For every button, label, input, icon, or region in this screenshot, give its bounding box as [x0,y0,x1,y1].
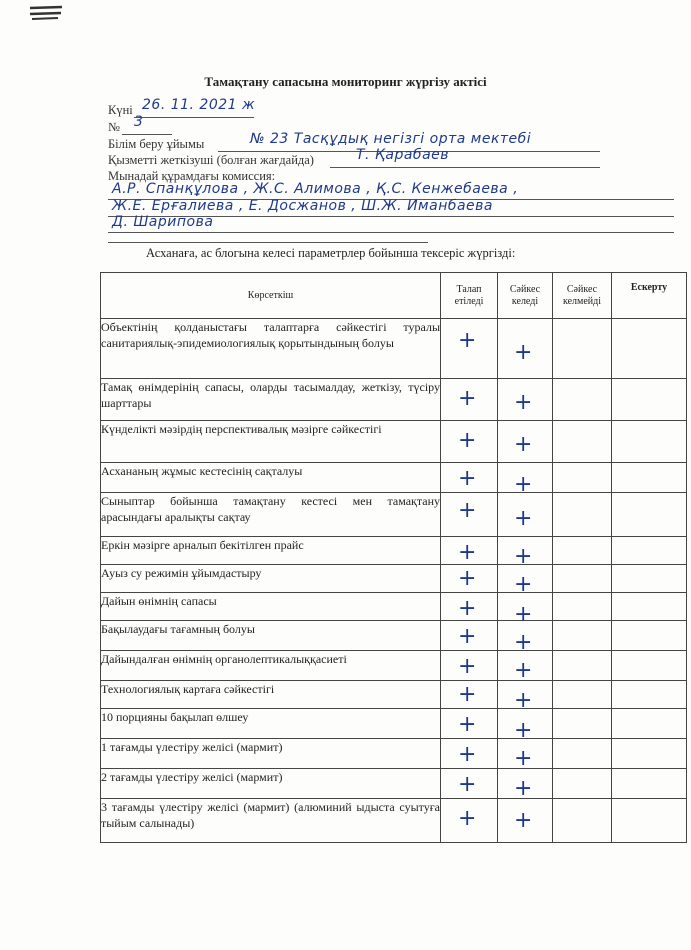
required-cell [441,421,498,463]
commission-line-3: Д. Шарипова [112,214,214,230]
handwritten-plus-mark: + [458,540,477,565]
row-indicator: Сыныптар бойынша тамақтану кестесі мен тамақтану арасындағы аралықты сақтау [101,493,441,537]
handwritten-plus-mark: + [514,630,533,655]
row-indicator: Ауыз су режимін ұйымдастыру [101,565,441,593]
not-complies-cell [553,739,612,769]
note-cell [612,709,687,739]
commission-underline-3 [108,232,674,233]
required-cell [441,379,498,421]
commission-line-2: Ж.Е. Ерғалиева , Е. Досжанов , Ш.Ж. Иманбаева [112,198,493,214]
table-body [101,319,687,843]
note-cell [612,739,687,769]
handwritten-plus-mark: + [514,390,533,415]
not-complies-cell [553,681,612,709]
complies-cell [498,493,553,537]
header-not-complies: Сәйкес келмейді [553,273,612,319]
required-cell [441,799,498,843]
handwritten-plus-mark: + [458,624,477,649]
row-indicator: 3 тағамды үлестіру желісі (мармит) (алюминий ыдыста суытуға тыйым салынады) [101,799,441,843]
not-complies-cell [553,493,612,537]
required-cell [441,709,498,739]
complies-cell [498,319,553,379]
organization-label: Білім беру ұйымы [108,137,205,151]
table-row [101,319,687,379]
handwritten-plus-mark: + [514,718,533,743]
note-cell [612,799,687,843]
intro-text: Асханаға, ас блогына келесі параметрлер бойынша тексеріс жүргізді: [146,246,516,260]
note-cell [612,421,687,463]
commission-label: Мынадай құрамдағы комиссия: [108,169,276,183]
complies-cell [498,379,553,421]
complies-cell [498,565,553,597]
handwritten-plus-mark: + [514,746,533,771]
complies-cell [498,537,553,569]
note-cell [612,463,687,493]
note-cell [612,565,687,593]
handwritten-plus-mark: + [458,466,477,491]
not-complies-cell [553,537,612,565]
handwritten-plus-mark: + [458,596,477,621]
monitoring-table [100,272,687,843]
note-cell [612,537,687,565]
handwritten-plus-mark: + [514,432,533,457]
handwritten-plus-mark: + [514,776,533,801]
required-cell [441,319,498,379]
note-cell [612,769,687,799]
handwritten-plus-mark: + [458,712,477,737]
not-complies-cell [553,593,612,621]
required-cell [441,565,498,593]
complies-cell [498,621,553,655]
note-cell [612,493,687,537]
table-row [101,769,687,799]
table-row [101,709,687,739]
row-indicator: 2 тағамды үлестіру желісі (мармит) [101,769,441,799]
header-indicator: Көрсеткіш [101,273,441,319]
handwritten-plus-mark: + [458,498,477,523]
number-value: 3 [134,114,144,130]
handwritten-plus-mark: + [458,742,477,767]
handwritten-plus-mark: + [514,808,533,833]
note-cell [612,651,687,681]
table-row [101,493,687,537]
complies-cell [498,769,553,799]
table-row [101,593,687,621]
not-complies-cell [553,421,612,463]
not-complies-cell [553,379,612,421]
row-indicator: Еркін мәзірге арналып бекітілген прайс [101,537,441,565]
complies-cell [498,739,553,769]
required-cell [441,621,498,651]
table-row [101,565,687,593]
supplier-label: Қызметті жеткізуші (болған жағдайда) [108,153,314,167]
handwritten-plus-mark: + [514,658,533,683]
handwritten-plus-mark: + [458,682,477,707]
note-cell [612,379,687,421]
handwritten-plus-mark: + [514,340,533,365]
date-label: Күні [108,103,133,117]
handwritten-plus-mark: + [458,386,477,411]
commission-line-1: А.Р. Спанқұлова , Ж.С. Алимова , Қ.С. Кенжебаева , [112,181,519,197]
required-cell [441,493,498,537]
not-complies-cell [553,799,612,843]
corner-scribble-mark [28,4,64,20]
complies-cell [498,593,553,627]
number-label: № [108,120,120,134]
handwritten-plus-mark: + [514,544,533,569]
row-indicator: 10 порцияны бақылап өлшеу [101,709,441,739]
complies-cell [498,421,553,463]
note-cell [612,319,687,379]
number-underline [122,134,172,135]
supplier-underline [330,167,600,168]
not-complies-cell [553,319,612,379]
table-row [101,799,687,843]
table-row [101,621,687,651]
not-complies-cell [553,651,612,681]
complies-cell [498,799,553,843]
table-row [101,463,687,493]
table-header-row [101,273,687,319]
row-indicator: Объектінің қолданыстағы талаптарға сәйкестігі туралы санитариялық-эпидемиологиялық қорытындының болуы [101,319,441,379]
header-note: Ескерту [612,273,687,319]
required-cell [441,739,498,769]
handwritten-plus-mark: + [514,506,533,531]
handwritten-plus-mark: + [458,806,477,831]
required-cell [441,681,498,709]
required-cell [441,537,498,565]
not-complies-cell [553,463,612,493]
header-required: Талап етіледі [441,273,498,319]
handwritten-plus-mark: + [514,472,533,497]
table-row [101,681,687,709]
page-title: Тамақтану сапасына мониторинг жүргізу актісі [204,74,487,89]
date-underline [134,117,254,118]
required-cell [441,463,498,493]
organization-value: № 23 Тасқұдық негізгі орта мектебі [250,131,532,147]
not-complies-cell [553,565,612,593]
note-cell [612,593,687,621]
handwritten-plus-mark: + [458,654,477,679]
supplier-value: Т. Қарабаев [356,147,450,163]
row-indicator: Бақылаудағы тағамның болуы [101,621,441,651]
handwritten-plus-mark: + [514,602,533,627]
handwritten-plus-mark: + [514,572,533,597]
table-row [101,739,687,769]
row-indicator: Күнделікті мәзірдің перспективалық мәзірге сәйкестігі [101,421,441,463]
row-indicator: Тамақ өнімдерінің сапасы, оларды тасымалдау, жеткізу, түсіру шарттары [101,379,441,421]
handwritten-plus-mark: + [458,328,477,353]
table-row [101,379,687,421]
complies-cell [498,463,553,497]
row-indicator: Дайын өнімнің сапасы [101,593,441,621]
required-cell [441,769,498,799]
complies-cell [498,709,553,743]
handwritten-plus-mark: + [458,566,477,591]
not-complies-cell [553,769,612,799]
note-cell [612,621,687,651]
table-row [101,421,687,463]
commission-underline-4 [108,242,428,243]
table-row [101,537,687,565]
header-complies: Сәйкес келеді [498,273,553,319]
handwritten-plus-mark: + [514,688,533,713]
row-indicator: Асхананың жұмыс кестесінің сақталуы [101,463,441,493]
not-complies-cell [553,709,612,739]
row-indicator: 1 тағамды үлестіру желісі (мармит) [101,739,441,769]
handwritten-plus-mark: + [458,772,477,797]
not-complies-cell [553,621,612,651]
complies-cell [498,651,553,681]
table-row [101,651,687,681]
date-value: 26. 11. 2021 ж [142,97,256,113]
required-cell [441,651,498,681]
note-cell [612,681,687,709]
row-indicator: Технологиялық картаға сәйкестігі [101,681,441,709]
required-cell [441,593,498,621]
handwritten-plus-mark: + [458,428,477,453]
row-indicator: Дайындалған өнімнің органолептикалыққасиеті [101,651,441,681]
complies-cell [498,681,553,713]
